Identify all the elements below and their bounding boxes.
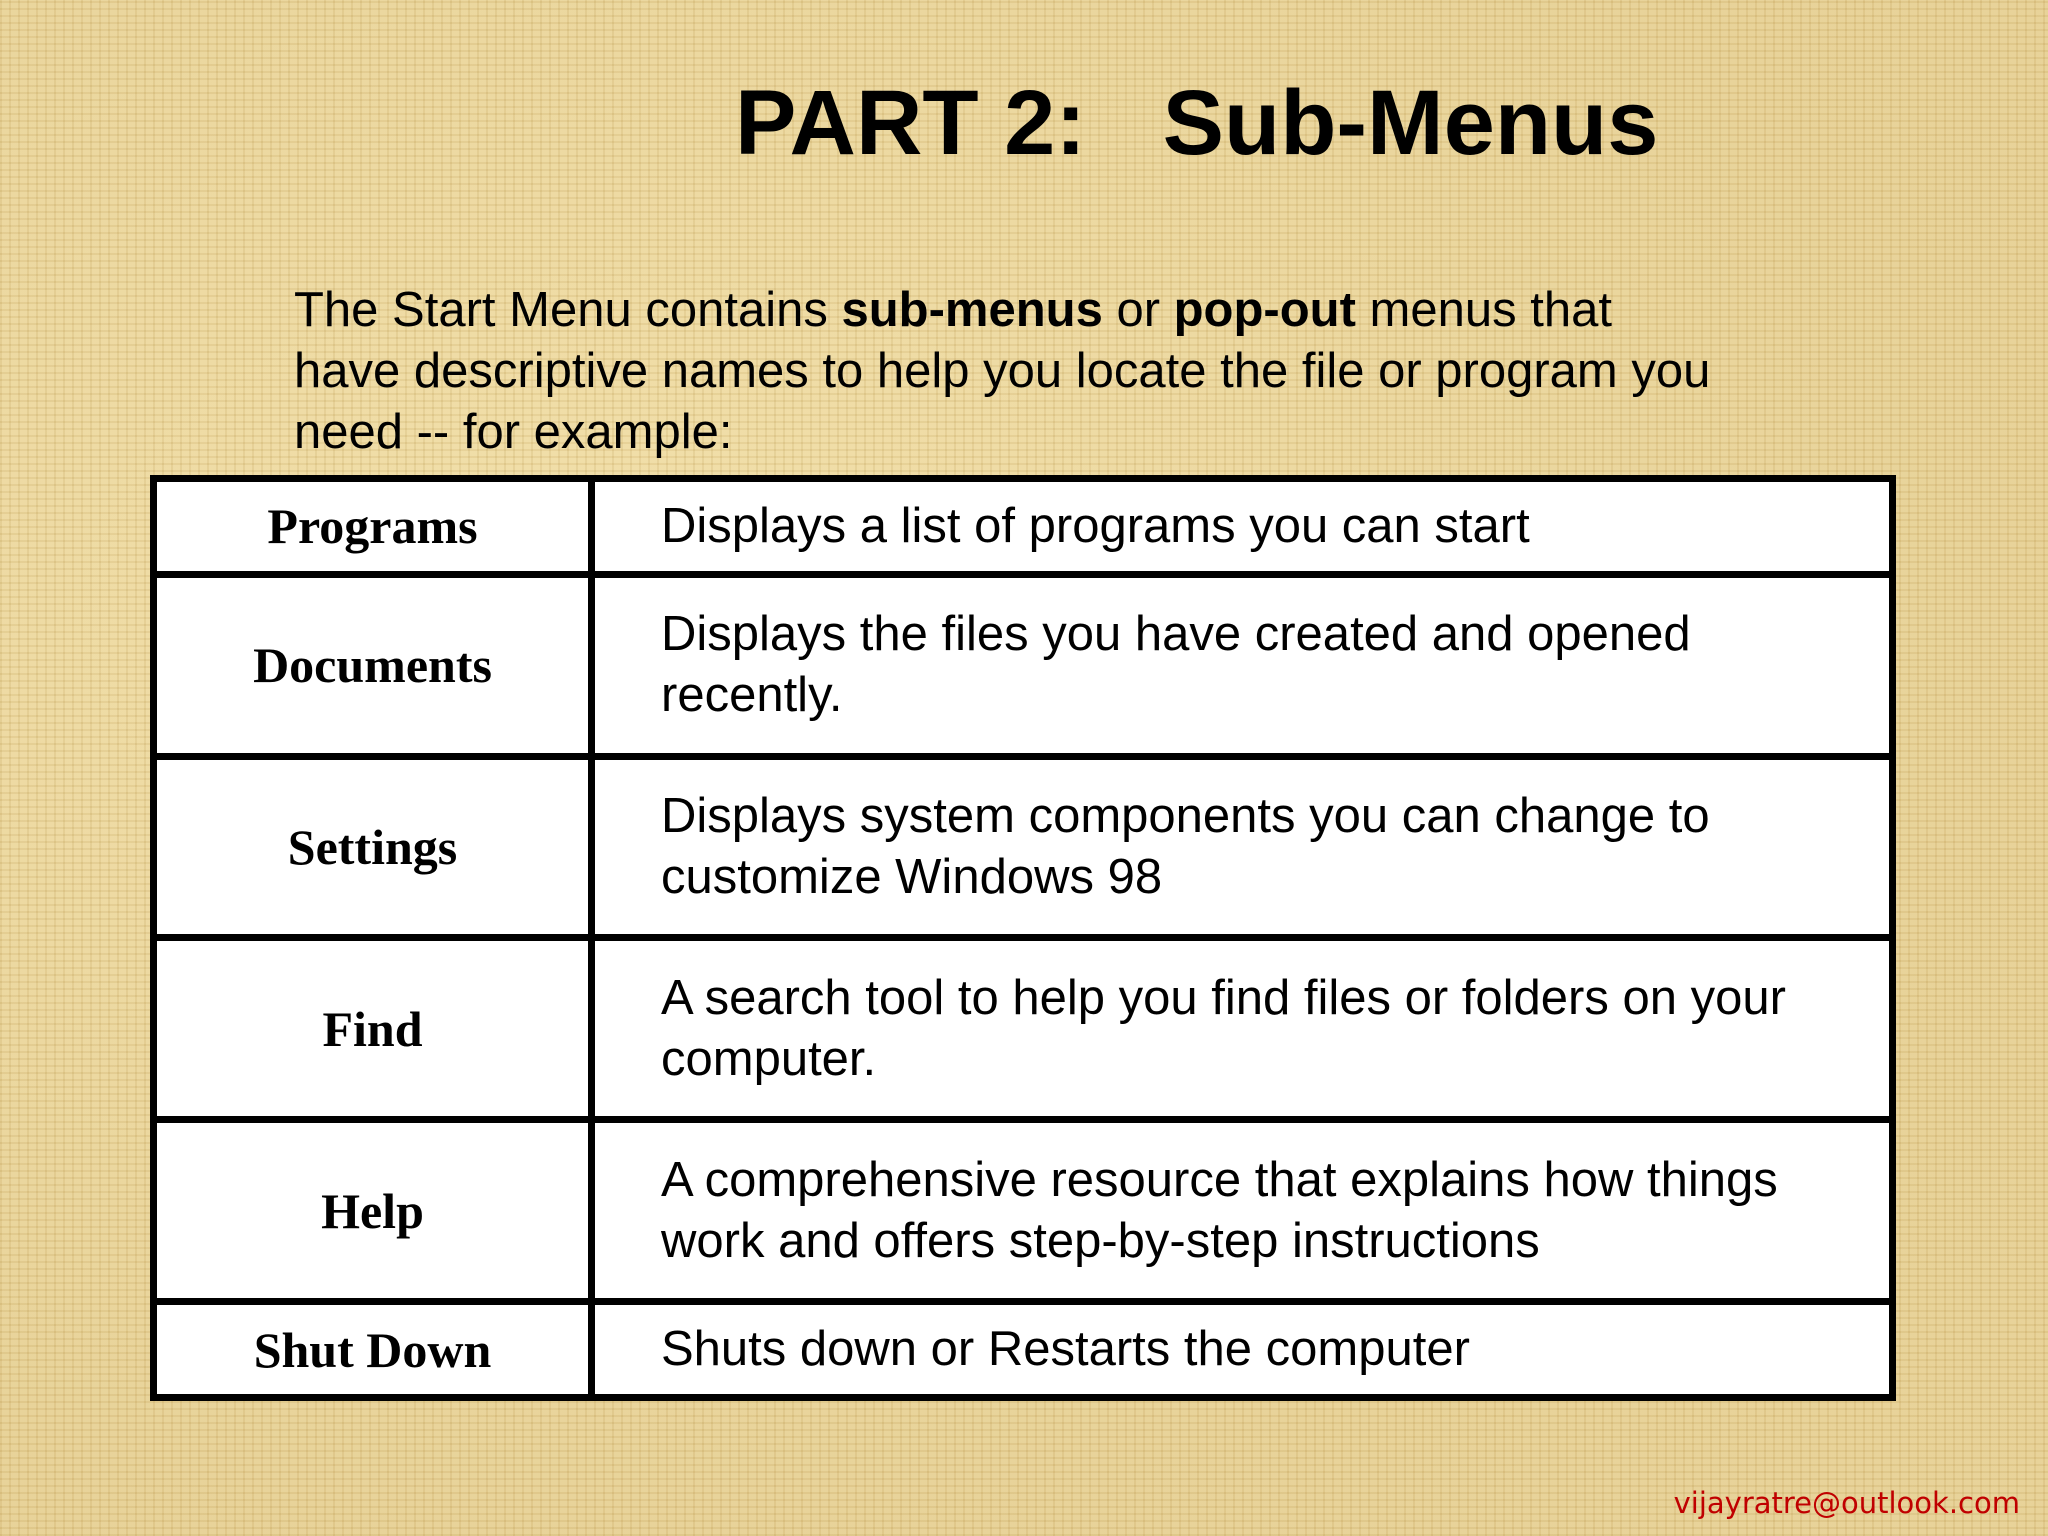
table-row-help bbox=[154, 1120, 1893, 1302]
intro-text-3: menus that have descriptive names to help you locate the file or program you need -- for example: bbox=[294, 283, 1711, 459]
submenu-description-cell: Displays a list of programs you can start bbox=[592, 479, 1893, 575]
table-row-programs bbox=[154, 479, 1893, 575]
intro-paragraph bbox=[294, 280, 1714, 463]
submenu-description-cell: A comprehensive resource that explains how things work and offers step-by-step instructions bbox=[592, 1120, 1893, 1302]
submenu-name-cell: Find bbox=[154, 938, 592, 1120]
submenu-description-cell: Displays the files you have created and opened recently. bbox=[592, 574, 1893, 756]
submenu-name-cell: Settings bbox=[154, 756, 592, 938]
intro-text-1: The Start Menu contains bbox=[294, 283, 842, 337]
submenu-table bbox=[150, 475, 1896, 1401]
intro-bold-submenus: sub-menus bbox=[841, 283, 1103, 337]
intro-text-2: or bbox=[1102, 283, 1174, 337]
table-row-shut-down bbox=[154, 1302, 1893, 1398]
submenu-description-cell: Shuts down or Restarts the computer bbox=[592, 1302, 1893, 1398]
submenu-name-cell: Programs bbox=[154, 479, 592, 575]
submenu-name-cell: Shut Down bbox=[154, 1302, 592, 1398]
submenu-description-cell: A search tool to help you find files or folders on your computer. bbox=[592, 938, 1893, 1120]
slide-title: PART 2: Sub-Menus bbox=[735, 72, 1659, 174]
table-row-settings bbox=[154, 756, 1893, 938]
footer-email: vijayratre@outlook.com bbox=[1673, 1486, 2020, 1520]
table-row-find bbox=[154, 938, 1893, 1120]
intro-bold-popout: pop-out bbox=[1173, 283, 1356, 337]
table-row-documents bbox=[154, 574, 1893, 756]
submenu-description-cell: Displays system components you can change to customize Windows 98 bbox=[592, 756, 1893, 938]
submenu-name-cell: Help bbox=[154, 1120, 592, 1302]
submenu-name-cell: Documents bbox=[154, 574, 592, 756]
